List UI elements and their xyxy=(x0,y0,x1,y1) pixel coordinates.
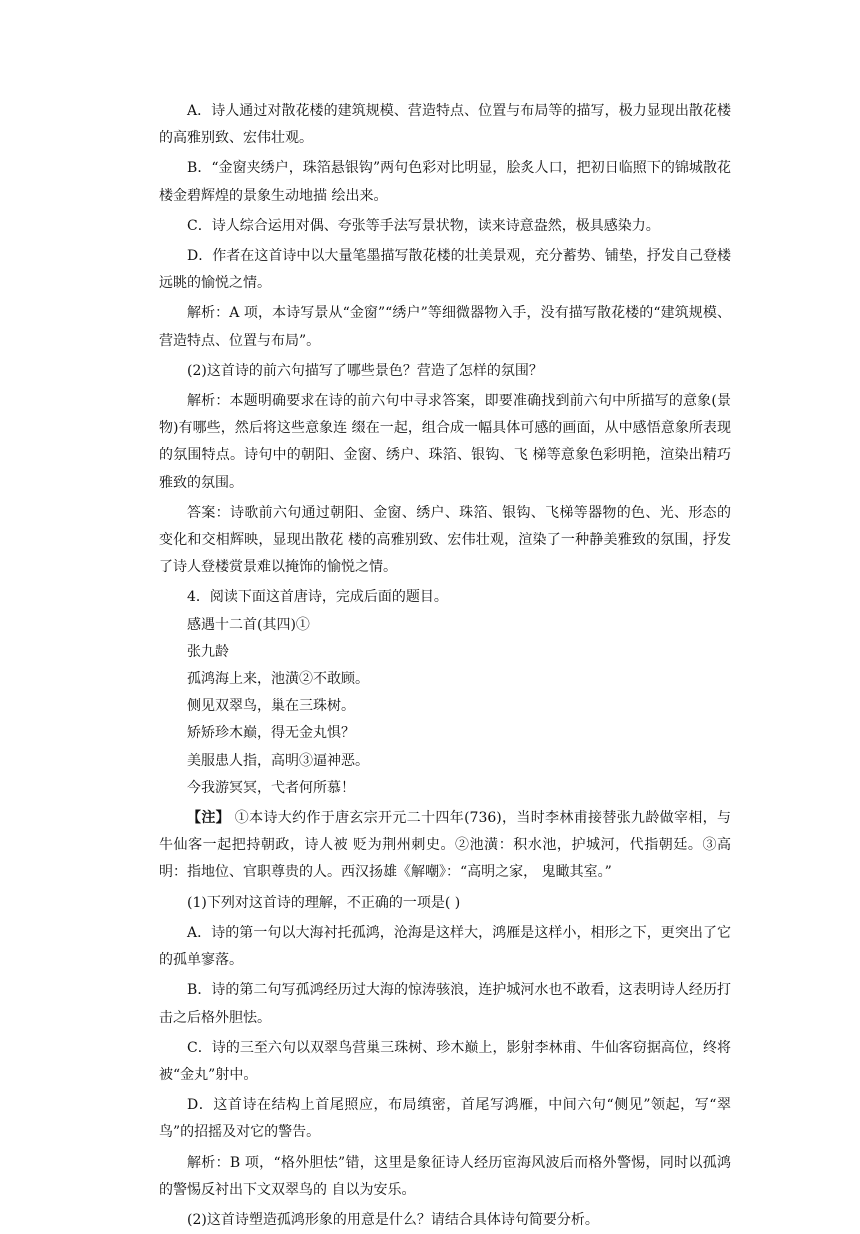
document-page xyxy=(159,98,731,1234)
question-text: (2)这首诗塑造孤鸿形象的用意是什么？请结合具体诗句简要分析。 xyxy=(187,1211,599,1228)
option-b: B．诗的第二句写孤鸿经历过大海的惊涛骇浪，连护城河水也不敢看，这表明诗人经历打击之后格外胆怯。 xyxy=(159,982,731,1026)
answer-paragraph: 答案：诗歌前六句通过朝阳、金窗、绣户、珠箔、银钩、飞梯等器物的色、光、形态的变化和交相辉映，显现出散花 楼的高雅别致、宏伟壮观，渲染了一种静美雅致的氛围，抒发了诗人登楼赏景难以掩饰的愉悦之情。 xyxy=(159,504,731,576)
option-b: B．“金窗夹绣户，珠箔悬银钩”两句色彩对比明显，脍炙人口，把初日临照下的锦城散花楼金碧辉煌的景象生动地描 绘出来。 xyxy=(159,160,731,204)
question-heading: 4．阅读下面这首唐诗，完成后面的题目。 xyxy=(187,589,448,606)
note-text: ①本诗大约作于唐玄宗开元二十四年(736)，当时李林甫接替张九龄做宰相，与牛仙客一起把持朝政，诗人被 贬为荆州刺史。②池潢：积水池，护城河，代指朝廷。③高明：指地位、官职尊贵的人。西汉扬雄《解嘲》：“高明之家， 鬼瞰其室。” xyxy=(159,810,732,881)
poem-line: 侧见双翠鸟，巢在三珠树。 xyxy=(187,698,355,715)
analysis-paragraph: 解析：本题明确要求在诗的前六句中寻求答案，即要准确找到前六句中所描写的意象(景物)有哪些，然后将这些意象连 缀在一起，组合成一幅具体可感的画面，从中感悟意象所表现的氛围特点。诗句中的朝阳、金窗、绣户、珠箔、银钩、飞 梯等意象色彩明艳，渲染出精巧雅致的氛围。 xyxy=(159,393,731,491)
poem-line: 矫矫珍木巅，得无金丸惧？ xyxy=(187,725,355,742)
option-d: D．作者在这首诗中以大量笔墨描写散花楼的壮美景观，充分蓄势、铺垫，抒发自己登楼远眺的愉悦之情。 xyxy=(159,248,731,292)
option-a: A．诗的第一句以大海衬托孤鸿，沧海是这样大，鸿雁是这样小，相形之下，更突出了它的孤单寥落。 xyxy=(159,924,731,969)
option-d: D．这首诗在结构上首尾照应，布局缜密，首尾写鸿雁，中间六句“侧见”领起，写“翠鸟”的招摇及对它的警告。 xyxy=(159,1097,731,1141)
question-text: (2)这首诗的前六句描写了哪些景色？营造了怎样的氛围？ xyxy=(187,362,543,379)
note-paragraph xyxy=(159,805,731,887)
note-label: 【注】 xyxy=(187,810,230,827)
option-c: C．诗的三至六句以双翠鸟营巢三珠树、珍木巅上，影射李林甫、牛仙客窃据高位，终将被“金丸”射中。 xyxy=(159,1039,731,1083)
option-a: A．诗人通过对散花楼的建筑规模、营造特点、位置与布局等的描写，极力显现出散花楼的高雅别致、宏伟壮观。 xyxy=(159,103,731,147)
analysis-paragraph: 解析：B 项，“格外胆怯”错，这里是象征诗人经历宦海风波后而格外警惕，同时以孤鸿的警惕反衬出下文双翠鸟的 自以为安乐。 xyxy=(159,1154,731,1198)
poem-line: 孤鸿海上来，池潢②不敢顾。 xyxy=(187,671,369,688)
poem-author: 张九龄 xyxy=(187,643,229,660)
poem-line: 今我游冥冥，弋者何所慕！ xyxy=(187,779,355,796)
poem-title: 感遇十二首(其四)① xyxy=(187,616,310,633)
analysis-paragraph: 解析：A 项，本诗写景从“金窗”“绣户”等细微器物入手，没有描写散花楼的“建筑规模、营造特点、位置与布局”。 xyxy=(159,305,731,349)
option-c: C．诗人综合运用对偶、夸张等手法写景状物，读来诗意盎然，极具感染力。 xyxy=(187,217,660,234)
question-text: (1)下列对这首诗的理解，不正确的一项是( ) xyxy=(187,894,461,911)
poem-line: 美服患人指，高明③逼神恶。 xyxy=(187,752,369,769)
